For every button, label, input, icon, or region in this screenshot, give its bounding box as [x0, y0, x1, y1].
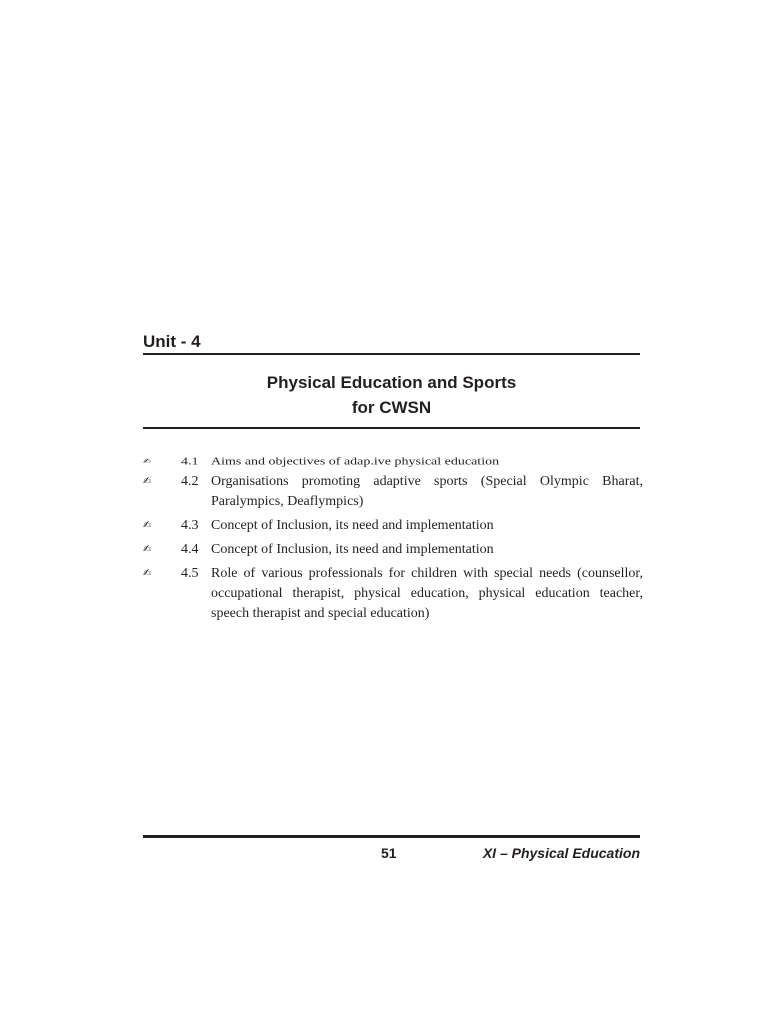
topic-item: [143, 564, 643, 624]
writing-hand-icon: ✍: [143, 544, 152, 555]
writing-hand-icon: ✍: [143, 520, 152, 531]
writing-hand-icon: ✍: [143, 476, 152, 487]
topic-text: Aims and objectives of adap.ive physical education: [211, 456, 500, 468]
book-title: XI – Physical Education: [482, 845, 640, 861]
writing-hand-icon: ✍: [143, 568, 152, 579]
chapter-title-line-2: for CWSN: [351, 398, 432, 417]
topic-text: Concept of Inclusion, its need and implementation: [211, 542, 494, 557]
writing-hand-icon: ✍: [143, 457, 152, 466]
topic-item: [143, 472, 643, 512]
topic-text: Organisations promoting adaptive sports (Special Olympic Bharat, Paralympics, Deaflympics): [211, 474, 643, 509]
topic-text: Role of various professionals for children with special needs (counsellor, occupational therapist, physical education, physical education teacher, speech therapist and special education): [211, 566, 643, 621]
topic-number: 4.5: [181, 566, 199, 581]
topic-item: [143, 455, 643, 467]
topic-number: 4.4: [181, 542, 199, 557]
topic-text: Concept of Inclusion, its need and implementation: [211, 518, 494, 533]
chapter-title-line-1: Physical Education and Sports: [266, 373, 517, 392]
topic-item: [143, 540, 643, 560]
footer-divider: [143, 835, 640, 838]
topic-number: 4.3: [181, 518, 199, 533]
title-divider: [143, 427, 640, 429]
topic-number: 4.2: [181, 474, 199, 489]
page-number: 51: [381, 845, 397, 861]
topic-number: 4.1: [181, 456, 199, 468]
topic-item: [143, 516, 643, 536]
unit-heading: Unit - 4: [143, 332, 201, 351]
chapter-title: [143, 370, 640, 420]
topics-list: [143, 455, 643, 628]
top-divider: [143, 353, 640, 355]
